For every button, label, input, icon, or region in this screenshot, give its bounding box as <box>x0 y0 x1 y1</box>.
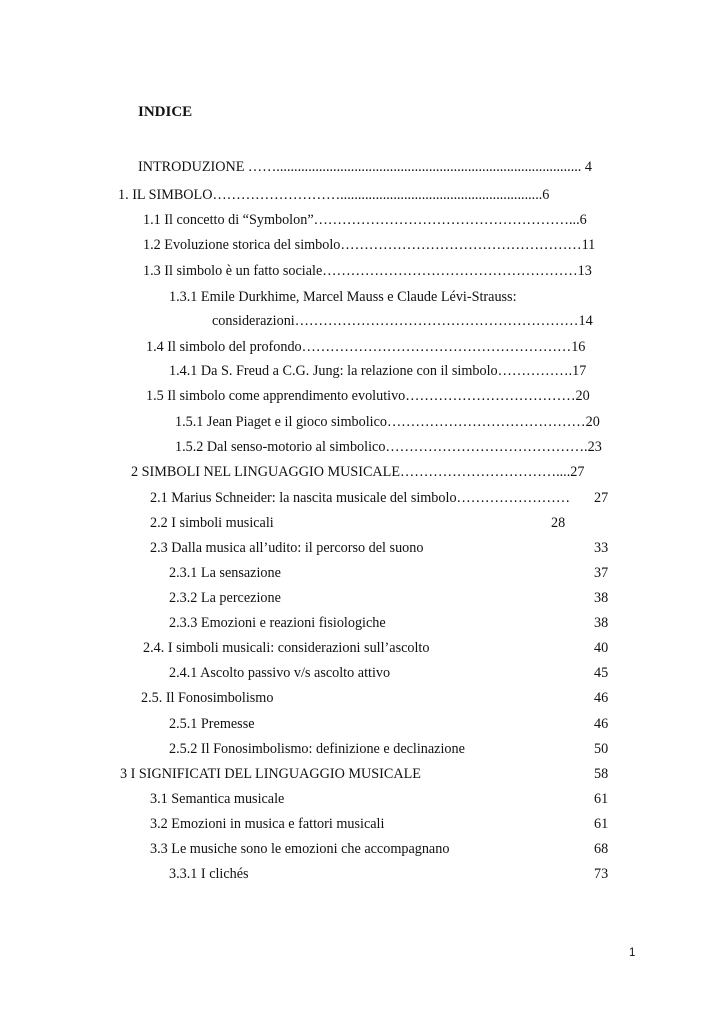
toc-page-number: 38 <box>594 615 609 631</box>
toc-page-number: 40 <box>594 640 609 656</box>
toc-page-number: 33 <box>594 540 609 556</box>
toc-entry: 2.1 Marius Schneider: la nascita musicale del simbolo…………………… <box>150 490 571 506</box>
toc-entry: 1.5.1 Jean Piaget e il gioco simbolico……………………………………20 <box>175 414 600 430</box>
toc-entry: 1.3 Il simbolo è un fatto sociale………………………………………………13 <box>143 263 592 279</box>
toc-entry: 2.3.3 Emozioni e reazioni fisiologiche <box>169 615 386 631</box>
toc-page-number: 46 <box>594 716 609 732</box>
toc-entry: 1.2 Evoluzione storica del simbolo……………………………………………11 <box>143 237 596 253</box>
toc-entry: 2.2 I simboli musicali <box>150 515 274 531</box>
toc-entry: 2.4.1 Ascolto passivo v/s ascolto attivo <box>169 665 391 681</box>
toc-entry: 2.5.1 Premesse <box>169 716 255 732</box>
toc-entry: 1.4.1 Da S. Freud a C.G. Jung: la relazione con il simbolo…………….17 <box>169 363 587 379</box>
toc-page-number: 27 <box>594 490 609 506</box>
toc-entry: 3.3.1 I clichés <box>169 866 249 882</box>
toc-entry: 2.3.2 La percezione <box>169 590 281 606</box>
toc-entry: 1.1 Il concetto di “Symbolon”………………………………………………...6 <box>143 212 587 228</box>
toc-entry: 2 SIMBOLI NEL LINGUAGGIO MUSICALE……………………………....27 <box>131 464 585 480</box>
toc-entry: 3.3 Le musiche sono le emozioni che accompagnano <box>150 841 450 857</box>
toc-page-number: 38 <box>594 590 609 606</box>
toc-page-number: 45 <box>594 665 609 681</box>
toc-entry: 1. IL SIMBOLO……………………….........................................................6 <box>118 187 550 203</box>
toc-page-number: 73 <box>594 866 609 882</box>
toc-page-number: 37 <box>594 565 609 581</box>
toc-page-number: 68 <box>594 841 609 857</box>
toc-entry: 3 I SIGNIFICATI DEL LINGUAGGIO MUSICALE <box>120 766 421 782</box>
toc-entry: 2.5. Il Fonosimbolismo <box>141 690 274 706</box>
toc-entry: considerazioni……………………………………………………14 <box>212 313 593 329</box>
toc-page-number: 46 <box>594 690 609 706</box>
toc-entry: 2.4. I simboli musicali: considerazioni sull’ascolto <box>143 640 430 656</box>
toc-entry: 1.4 Il simbolo del profondo…………………………………………………16 <box>146 339 586 355</box>
toc-entry: 2.3 Dalla musica all’udito: il percorso del suono <box>150 540 424 556</box>
toc-page-number: 58 <box>594 766 609 782</box>
toc-page-number: 61 <box>594 816 609 832</box>
toc-entry: INTRODUZIONE ……...................................................................................... 4 <box>138 159 592 175</box>
toc-page-number: 61 <box>594 791 609 807</box>
toc-entry: 2.5.2 Il Fonosimbolismo: definizione e declinazione <box>169 741 465 757</box>
toc-page-number: 50 <box>594 741 609 757</box>
toc-entry: 3.1 Semantica musicale <box>150 791 285 807</box>
toc-entry: 1.3.1 Emile Durkhime, Marcel Mauss e Claude Lévi-Strauss: <box>169 289 517 305</box>
toc-page-number: 28 <box>551 515 566 531</box>
toc-entry: 1.5 Il simbolo come apprendimento evolutivo………………………………20 <box>146 388 590 404</box>
toc-entry: 1.5.2 Dal senso-motorio al simbolico…………………………………….23 <box>175 439 602 455</box>
page-title: INDICE <box>138 104 193 120</box>
toc-entry: 2.3.1 La sensazione <box>169 565 281 581</box>
toc-entry: 3.2 Emozioni in musica e fattori musicali <box>150 816 385 832</box>
page-number: 1 <box>629 947 636 959</box>
